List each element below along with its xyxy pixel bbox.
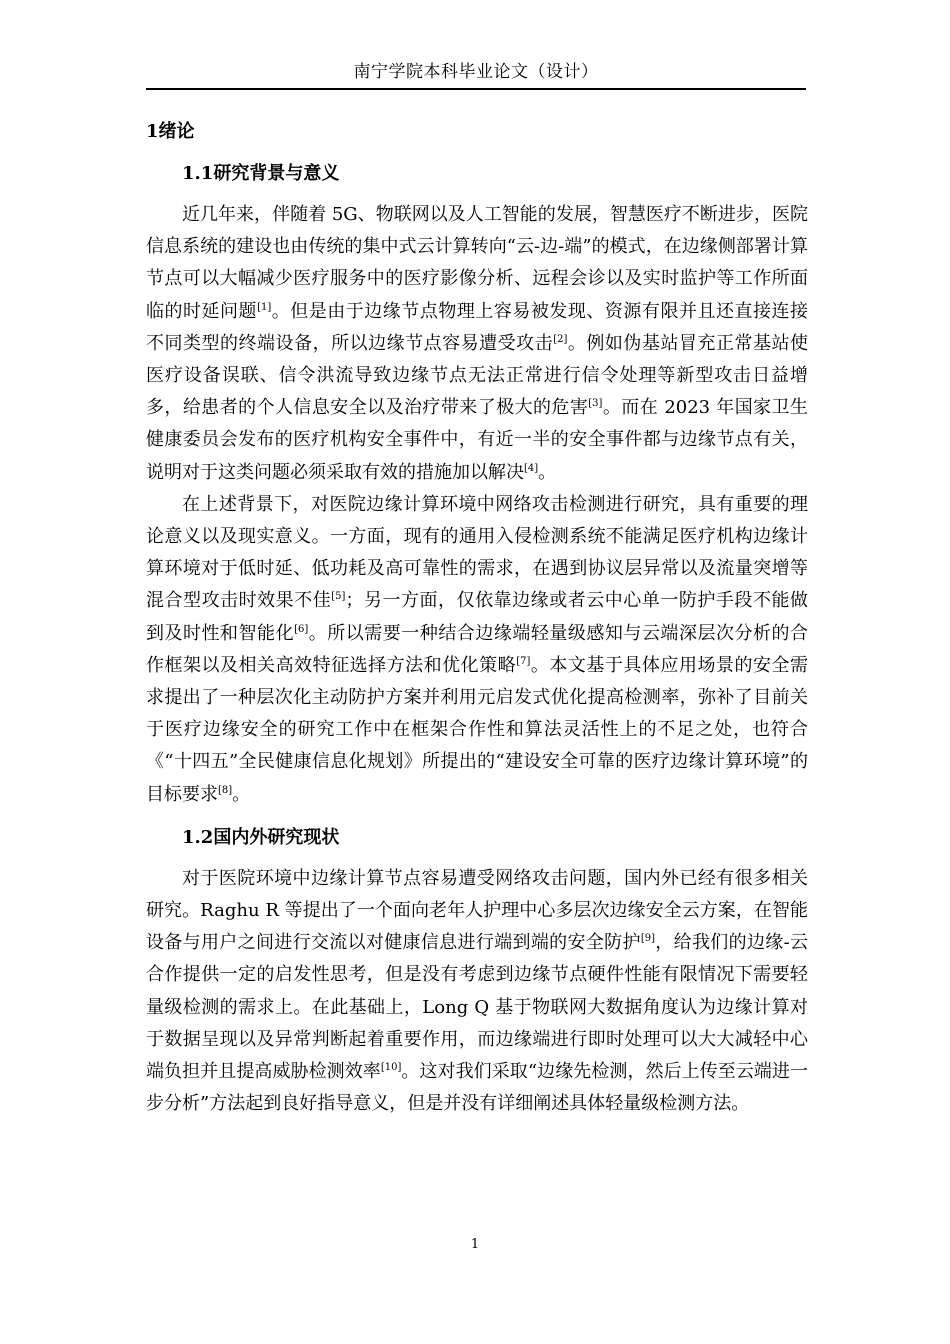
running-header: 南宁学院本科毕业论文（设计） — [353, 62, 599, 82]
text-run: 近几年来，伴随着 5G、物联网以及人工智能的发展，智慧医疗不断进步，医院信息系统的建设也由传统的集中式云计算转向“云-边-端”的模式，在边缘侧部署计算节点可以大幅减少医疗服务中的医疗影像分析、远程会诊以及实时监护等工作所面临的时延问题 — [146, 204, 808, 322]
page-number: 1 — [470, 1237, 480, 1252]
paragraph-background-2 — [146, 489, 808, 811]
text-run: ；另一方面，仅依靠边缘或者云中心单一防护手段不能做到及时性和智能化 — [146, 590, 809, 644]
section-heading-1-1: 1.1研究背景与意义 — [182, 163, 340, 184]
citation: [6] — [294, 623, 309, 635]
citation: [8] — [218, 784, 233, 796]
citation: [7] — [516, 655, 531, 667]
text-run: 。但是由于边缘节点物理上容易被发现、资源有限并且还直接连接不同类型的终端设备，所以边缘节点容易遭受攻击 — [146, 300, 809, 354]
chapter-heading: 1绪论 — [146, 121, 195, 142]
text-run: 。而在 2023 年国家卫生健康委员会发布的医疗机构安全事件中，有近一半的安全事件都与边缘节点有关，说明对于这类问题必须采取有效的措施加以解决 — [146, 397, 808, 483]
text-run: 在上述背景下，对医院边缘计算环境中网络攻击检测进行研究，具有重要的理论意义以及现实意义。一方面，现有的通用入侵检测系统不能满足医疗机构边缘计算环境对于低时延、低功耗及高可靠性的需求，在遇到协议层异常以及流量突增等混合型攻击时效果不佳 — [146, 493, 808, 612]
text-run: 。 — [538, 461, 557, 483]
citation: [10] — [380, 1062, 402, 1074]
citation: [5] — [331, 591, 346, 603]
text-run: 。本文基于具体应用场景的安全需求提出了一种层次化主动防护方案并利用元启发式优化提高检测率，弥补了目前关于医疗边缘安全的研究工作中在框架合作性和算法灵活性上的不足之处，也符合《“十四五”全民健康信息化规划》所提出的“建设安全可靠的医疗边缘计算环境”的目标要求 — [146, 654, 808, 805]
citation: [4] — [524, 462, 539, 474]
citation: [1] — [257, 301, 272, 313]
text-run: 。例如伪基站冒充正常基站使医疗设备误联、信令洪流导致边缘节点无法正常进行信令处理等新型攻击日益增多，给患者的个人信息安全以及治疗带来了极大的危害 — [146, 332, 809, 419]
text-run: 。 — [232, 783, 251, 805]
citation: [2] — [553, 333, 568, 345]
body-content — [146, 117, 808, 1120]
text-run: ，给我们的边缘-云合作提供一定的启发性思考，但是没有考虑到边缘节点硬件性能有限情况下需要轻量级检测的需求上。在此基础上，Long Q 基于物联网大数据角度认为边缘计算对于数据呈现以及异常判断起着重要作用，而边缘端进行即时处理可以大大减轻中心端负担并且提高威胁检测效率 — [146, 932, 808, 1083]
paragraph-background-1 — [146, 199, 808, 489]
section-heading-1-2: 1.2国内外研究现状 — [182, 826, 340, 848]
text-run: 对于医院环境中边缘计算节点容易遭受网络攻击问题，国内外已经有很多相关研究。Raghu R 等提出了一个面向老年人护理中心多层次边缘安全云方案，在智能设备与用户之间进行交流以对健康信息进行端到端的安全防护 — [146, 867, 808, 954]
paragraph-research-status — [146, 863, 808, 1121]
citation: [9] — [640, 933, 655, 945]
text-run: 。这对我们采取“边缘先检测，然后上传至云端进一步分析”方法起到良好指导意义，但是并没有详细阐述具体轻量级检测方法。 — [146, 1061, 809, 1115]
text-run: 。所以需要一种结合边缘端轻量级感知与云端深层次分析的合作框架以及相关高效特征选择方法和优化策略 — [146, 622, 809, 676]
citation: [3] — [588, 398, 603, 410]
header-rule — [146, 88, 806, 90]
